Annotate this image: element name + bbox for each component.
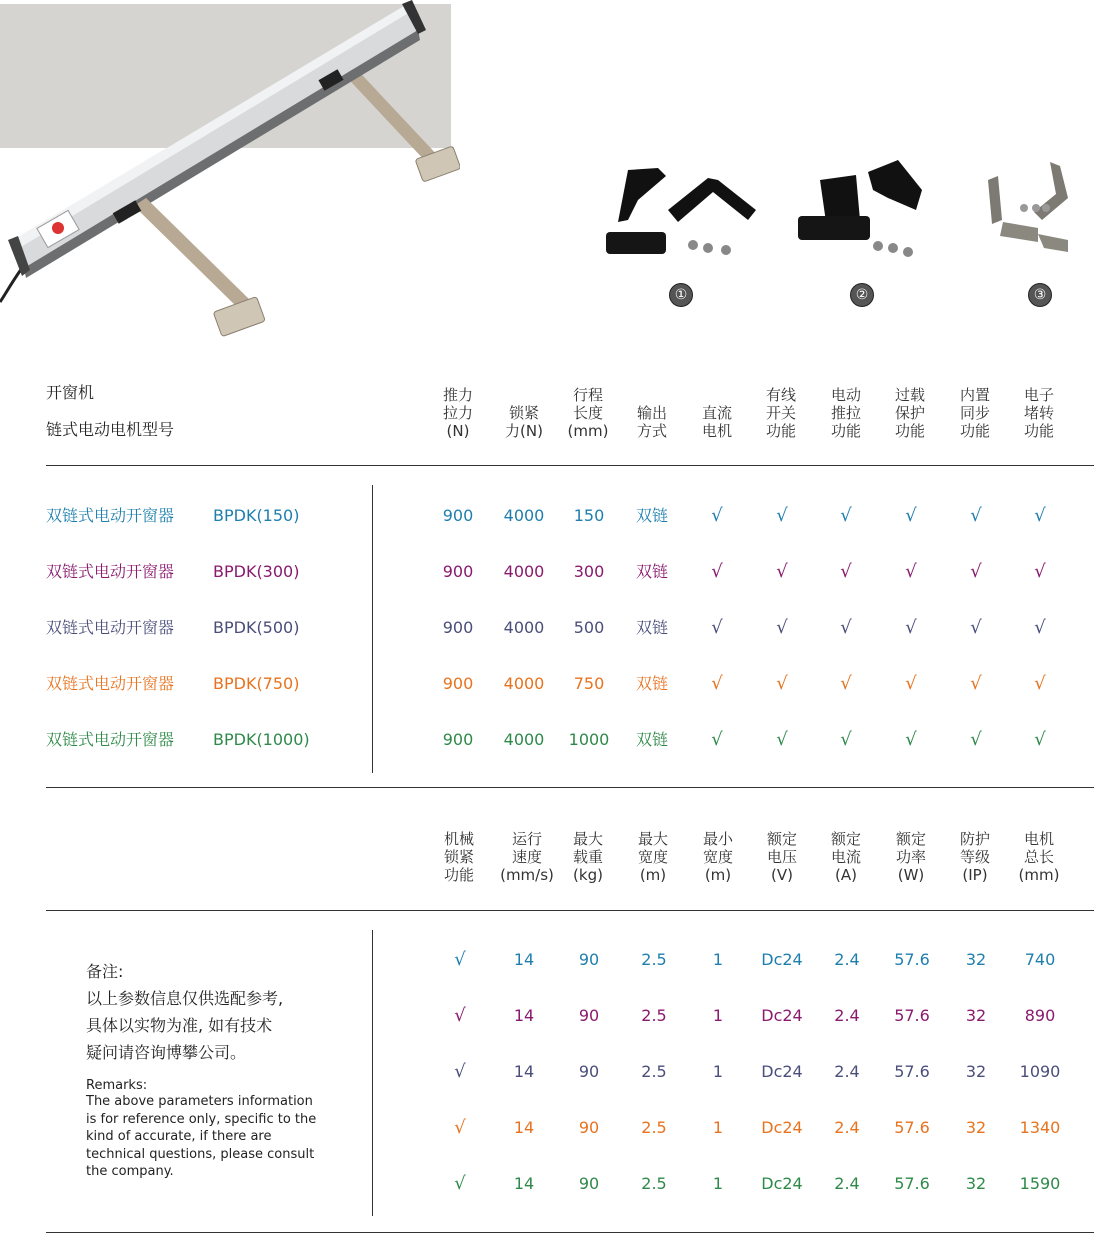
cell-load: 90	[578, 1118, 600, 1137]
remarks	[86, 958, 346, 1181]
product-image	[0, 0, 460, 340]
cell-stroke: 150	[573, 506, 605, 525]
header-thrust: 推力 拉力 (N)	[442, 386, 473, 440]
cell-lock-force: 4000	[503, 674, 545, 693]
header-wired-switch: 有线 开关 功能	[765, 386, 796, 440]
remarks-en-line: is for reference only, specific to the	[86, 1111, 317, 1127]
table-title-line2: 链式电动电机型号	[46, 420, 175, 439]
cell-load: 90	[578, 950, 600, 969]
check-icon: √	[970, 673, 982, 694]
check-icon: √	[840, 561, 852, 582]
header-overload: 过载 保护 功能	[894, 386, 925, 440]
table-row	[0, 673, 1100, 697]
check-icon: √	[711, 673, 723, 694]
table-row	[0, 617, 1100, 641]
cell-max-width: 2.5	[641, 1062, 667, 1081]
cell-thrust: 900	[442, 674, 474, 693]
table-row	[0, 561, 1100, 585]
header-output: 输出 方式	[636, 404, 667, 440]
cell-output: 双链	[635, 674, 668, 693]
cell-voltage: Dc24	[761, 1174, 803, 1193]
check-icon: √	[1034, 561, 1046, 582]
cell-power: 57.6	[894, 1006, 930, 1025]
row-name: 双链式电动开窗器	[46, 562, 175, 581]
cell-power: 57.6	[894, 950, 930, 969]
cell-voltage: Dc24	[761, 1062, 803, 1081]
row-name: 双链式电动开窗器	[46, 618, 175, 637]
cell-max-width: 2.5	[641, 950, 667, 969]
cell-speed: 14	[513, 950, 535, 969]
header-stroke: 行程 长度 (mm)	[567, 386, 609, 440]
check-icon: √	[1034, 617, 1046, 638]
check-icon: √	[840, 673, 852, 694]
check-icon: √	[776, 673, 788, 694]
remarks-cn-line: 疑问请咨询博攀公司。	[86, 1043, 247, 1062]
cell-output: 双链	[635, 562, 668, 581]
cell-min-width: 1	[712, 1062, 724, 1081]
cell-output: 双链	[635, 730, 668, 749]
cell-max-width: 2.5	[641, 1174, 667, 1193]
cell-output: 双链	[635, 618, 668, 637]
cell-thrust: 900	[442, 618, 474, 637]
check-icon: √	[905, 729, 917, 750]
row-model: BPDK(150)	[213, 506, 300, 525]
cell-min-width: 1	[712, 1174, 724, 1193]
table-title-line1: 开窗机	[46, 383, 95, 402]
header-speed: 运行 速度 (mm/s)	[500, 830, 554, 884]
cell-ip: 32	[965, 1118, 987, 1137]
bracket-sets-illustration	[598, 150, 1068, 280]
check-icon: √	[840, 617, 852, 638]
cell-speed: 14	[513, 1174, 535, 1193]
header-length: 电机 总长 (mm)	[1018, 830, 1060, 884]
cell-min-width: 1	[712, 950, 724, 969]
check-icon: √	[776, 729, 788, 750]
check-icon: √	[970, 561, 982, 582]
header-voltage: 额定 电压 (V)	[766, 830, 797, 884]
remarks-en-line: kind of accurate, if there are	[86, 1129, 272, 1144]
header-stall: 电子 堵转 功能	[1023, 386, 1054, 440]
header-dc-motor: 直流 电机	[701, 404, 732, 440]
table-row	[0, 505, 1100, 529]
cell-length: 1340	[1019, 1118, 1061, 1137]
cell-length: 890	[1024, 1006, 1056, 1025]
cell-current: 2.4	[834, 1062, 860, 1081]
check-icon: √	[970, 505, 982, 526]
check-icon: √	[905, 673, 917, 694]
cell-length: 740	[1024, 950, 1056, 969]
remarks-cn-line: 以上参数信息仅供选配参考,	[86, 989, 284, 1008]
cell-length: 1090	[1019, 1062, 1061, 1081]
cell-power: 57.6	[894, 1118, 930, 1137]
bottom-rule	[46, 1232, 1094, 1233]
check-icon: √	[454, 1173, 466, 1194]
header-ip: 防护 等级 (IP)	[959, 830, 990, 884]
header-lock-force: 锁紧 力(N)	[505, 404, 543, 440]
header-rule	[46, 465, 1094, 466]
check-icon: √	[776, 561, 788, 582]
cell-thrust: 900	[442, 506, 474, 525]
bracket-label-3: ③	[1028, 283, 1052, 307]
row-model: BPDK(750)	[213, 674, 300, 693]
cell-current: 2.4	[834, 1174, 860, 1193]
cell-max-width: 2.5	[641, 1118, 667, 1137]
cell-speed: 14	[513, 1118, 535, 1137]
cell-length: 1590	[1019, 1174, 1061, 1193]
check-icon: √	[711, 561, 723, 582]
check-icon: √	[454, 1061, 466, 1082]
header-electric-push: 电动 推拉 功能	[830, 386, 861, 440]
cell-current: 2.4	[834, 1118, 860, 1137]
cell-voltage: Dc24	[761, 1118, 803, 1137]
check-icon: √	[776, 617, 788, 638]
cell-power: 57.6	[894, 1174, 930, 1193]
cell-ip: 32	[965, 1062, 987, 1081]
cell-lock-force: 4000	[503, 506, 545, 525]
cell-lock-force: 4000	[503, 562, 545, 581]
row-model: BPDK(500)	[213, 618, 300, 637]
cell-voltage: Dc24	[761, 950, 803, 969]
cell-thrust: 900	[442, 562, 474, 581]
cell-min-width: 1	[712, 1118, 724, 1137]
check-icon: √	[970, 617, 982, 638]
table-row	[0, 729, 1100, 753]
cell-stroke: 750	[573, 674, 605, 693]
header-current: 额定 电流 (A)	[830, 830, 861, 884]
cell-load: 90	[578, 1006, 600, 1025]
check-icon: √	[454, 1005, 466, 1026]
cell-ip: 32	[965, 950, 987, 969]
header-min-width: 最小 宽度 (m)	[702, 830, 733, 884]
remarks-en-line: technical questions, please consult	[86, 1146, 315, 1162]
remarks-en-line: The above parameters information	[86, 1094, 313, 1109]
cell-lock-force: 4000	[503, 730, 545, 749]
cell-lock-force: 4000	[503, 618, 545, 637]
check-icon: √	[454, 1117, 466, 1138]
window-opener-illustration	[0, 0, 460, 340]
remarks-cn-title: 备注:	[86, 962, 124, 981]
bottom-rule	[46, 787, 1094, 788]
cell-voltage: Dc24	[761, 1006, 803, 1025]
remarks-cn-line: 具体以实物为准, 如有技术	[86, 1016, 273, 1035]
cell-power: 57.6	[894, 1062, 930, 1081]
check-icon: √	[1034, 673, 1046, 694]
header-power: 额定 功率 (W)	[895, 830, 926, 884]
cell-load: 90	[578, 1174, 600, 1193]
row-model: BPDK(1000)	[213, 730, 310, 749]
check-icon: √	[711, 617, 723, 638]
cell-thrust: 900	[442, 730, 474, 749]
check-icon: √	[905, 505, 917, 526]
row-name: 双链式电动开窗器	[46, 506, 175, 525]
cell-stroke: 300	[573, 562, 605, 581]
header-max-width: 最大 宽度 (m)	[637, 830, 668, 884]
row-name: 双链式电动开窗器	[46, 674, 175, 693]
row-model: BPDK(300)	[213, 562, 300, 581]
check-icon: √	[1034, 729, 1046, 750]
cell-speed: 14	[513, 1062, 535, 1081]
check-icon: √	[905, 561, 917, 582]
remarks-en-title: Remarks:	[86, 1078, 148, 1093]
check-icon: √	[776, 505, 788, 526]
header-mech-lock: 机械 锁紧 功能	[443, 830, 474, 884]
header-rule	[46, 910, 1094, 911]
check-icon: √	[970, 729, 982, 750]
cell-load: 90	[578, 1062, 600, 1081]
header-sync: 内置 同步 功能	[959, 386, 990, 440]
check-icon: √	[711, 505, 723, 526]
header-max-load: 最大 载重 (kg)	[572, 830, 603, 884]
cell-ip: 32	[965, 1006, 987, 1025]
cell-current: 2.4	[834, 950, 860, 969]
cell-output: 双链	[635, 506, 668, 525]
check-icon: √	[711, 729, 723, 750]
row-name: 双链式电动开窗器	[46, 730, 175, 749]
cell-max-width: 2.5	[641, 1006, 667, 1025]
cell-speed: 14	[513, 1006, 535, 1025]
remarks-en-line: the company.	[86, 1164, 174, 1179]
check-icon: √	[454, 949, 466, 970]
cell-ip: 32	[965, 1174, 987, 1193]
check-icon: √	[840, 505, 852, 526]
cell-current: 2.4	[834, 1006, 860, 1025]
cell-stroke: 500	[573, 618, 605, 637]
bracket-label-1: ①	[669, 283, 693, 307]
cell-min-width: 1	[712, 1006, 724, 1025]
check-icon: √	[905, 617, 917, 638]
check-icon: √	[840, 729, 852, 750]
cell-stroke: 1000	[568, 730, 610, 749]
bracket-label-2: ②	[850, 283, 874, 307]
check-icon: √	[1034, 505, 1046, 526]
brackets-figure	[598, 150, 1068, 320]
